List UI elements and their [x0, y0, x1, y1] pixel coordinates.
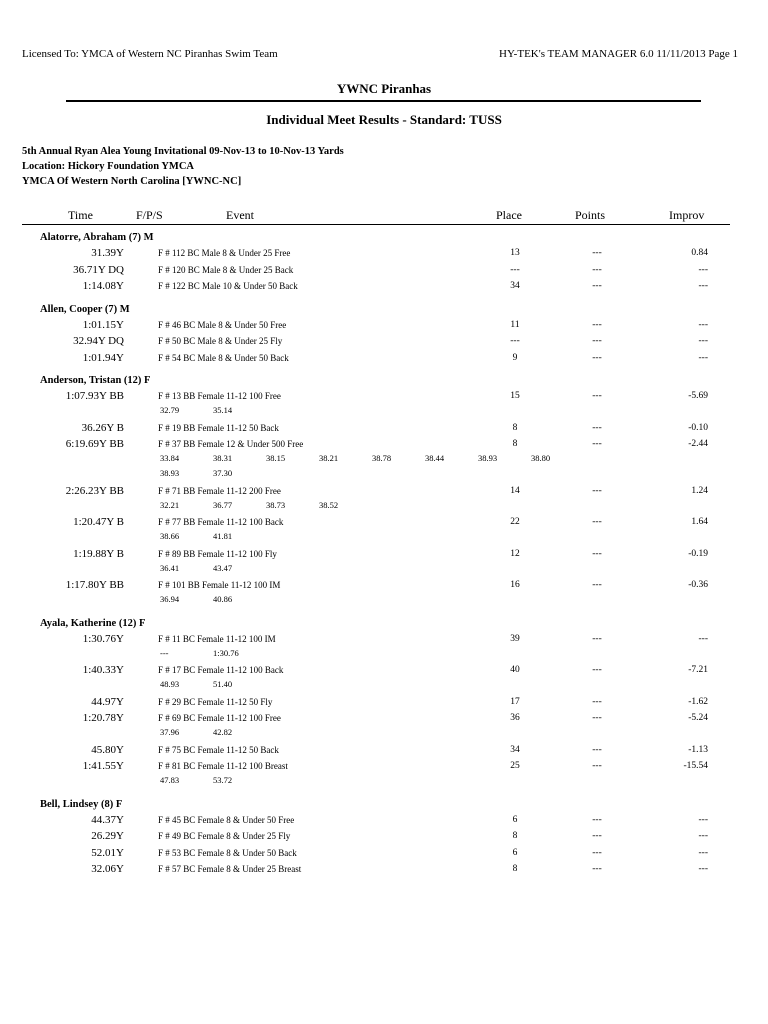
result-place: 25 — [510, 761, 520, 771]
split-time: 38.52 — [319, 499, 339, 510]
result-place: 36 — [510, 713, 520, 723]
result-time: 2:26.23Y BB — [65, 484, 124, 497]
result-event: F # 122 BC Male 10 & Under 50 Back — [158, 281, 298, 291]
split-time: 38.21 — [319, 453, 339, 463]
split-time: 37.30 — [213, 468, 233, 478]
split-time: 36.77 — [213, 499, 233, 510]
result-points: --- — [592, 281, 602, 291]
col-place-header: Place — [496, 208, 522, 222]
result-improv: 1.64 — [691, 517, 708, 527]
result-points: --- — [592, 319, 602, 330]
split-time: 36.41 — [160, 562, 180, 573]
split-time: 1:30.76 — [213, 647, 239, 658]
result-place: 9 — [512, 352, 518, 363]
result-place: 11 — [510, 319, 520, 330]
split-time: 35.14 — [213, 405, 233, 415]
result-time: 1:01.15Y — [82, 318, 124, 331]
result-points: --- — [592, 665, 602, 675]
software-page-info: HY-TEK's TEAM MANAGER 6.0 11/11/2013 Page 1 — [499, 48, 738, 60]
result-improv: --- — [698, 319, 708, 330]
split-time: 38.15 — [266, 453, 286, 463]
result-improv: -0.10 — [688, 422, 708, 433]
result-event: F # 71 BB Female 11-12 200 Free — [158, 485, 281, 496]
result-event: F # 112 BC Male 8 & Under 25 Free — [158, 248, 291, 258]
result-points: --- — [592, 713, 602, 723]
split-time: 53.72 — [213, 775, 233, 785]
result-improv: --- — [698, 281, 708, 291]
result-improv: -0.19 — [688, 548, 708, 559]
result-place: 17 — [510, 696, 520, 707]
meet-team: YMCA Of Western North Carolina [YWNC-NC] — [22, 176, 242, 187]
result-points: --- — [592, 761, 602, 771]
result-time: 44.97Y — [91, 695, 124, 708]
result-improv: --- — [698, 336, 708, 346]
split-time: 38.73 — [266, 499, 286, 510]
split-time: --- — [160, 647, 169, 658]
result-time: 26.29Y — [91, 830, 124, 842]
result-improv: --- — [698, 814, 708, 825]
split-time: 51.40 — [213, 679, 233, 689]
result-improv: -5.24 — [688, 713, 708, 723]
result-points: --- — [592, 548, 602, 559]
title-rule — [66, 100, 701, 102]
result-improv: --- — [698, 633, 708, 644]
meet-location: Location: Hickory Foundation YMCA — [22, 161, 194, 172]
result-points: --- — [592, 422, 602, 433]
result-place: 6 — [512, 814, 518, 825]
result-place: --- — [510, 264, 520, 275]
result-place: 6 — [512, 847, 518, 858]
result-event: F # 89 BB Female 11-12 100 Fly — [158, 548, 277, 559]
result-improv: -1.62 — [688, 696, 708, 707]
result-event: F # 19 BB Female 11-12 50 Back — [158, 422, 279, 433]
result-improv: --- — [698, 352, 708, 363]
result-time: 31.39Y — [91, 247, 124, 259]
result-time: 36.71Y DQ — [73, 263, 124, 276]
result-event: F # 50 BC Male 8 & Under 25 Fly — [158, 336, 283, 346]
result-event: F # 29 BC Female 11-12 50 Fly — [158, 696, 273, 707]
split-time: 43.47 — [213, 562, 233, 573]
result-time: 45.80Y — [91, 743, 124, 756]
split-time: 40.86 — [213, 594, 233, 604]
split-time: 38.80 — [531, 453, 551, 463]
result-place: 8 — [512, 864, 518, 874]
col-points-header: Points — [575, 208, 606, 222]
license-text: Licensed To: YMCA of Western NC Piranhas Swim Team — [22, 48, 278, 60]
result-time: 1:30.76Y — [82, 632, 124, 645]
result-time: 1:07.93Y BB — [65, 390, 124, 402]
result-improv: --- — [698, 831, 708, 841]
split-time: 33.84 — [160, 453, 180, 463]
result-time: 1:41.55Y — [82, 760, 124, 772]
split-time: 36.94 — [160, 594, 180, 604]
result-event: F # 75 BC Female 11-12 50 Back — [158, 744, 279, 755]
result-event: F # 45 BC Female 8 & Under 50 Free — [158, 814, 295, 825]
result-time: 36.26Y B — [81, 421, 124, 434]
meet-name: 5th Annual Ryan Alea Young Invitational 09-Nov-13 to 10-Nov-13 Yards — [22, 146, 344, 157]
split-time: 38.78 — [372, 453, 392, 463]
result-place: 16 — [510, 580, 520, 590]
header-rule — [22, 224, 730, 225]
result-place: 40 — [510, 665, 520, 675]
split-time: 41.81 — [213, 531, 233, 541]
split-time: 38.31 — [213, 453, 233, 463]
result-event: F # 101 BB Female 11-12 100 IM — [158, 580, 281, 590]
col-time-header: Time — [68, 208, 93, 222]
result-points: --- — [592, 336, 602, 346]
result-time: 1:17.80Y BB — [65, 579, 124, 591]
result-points: --- — [592, 352, 602, 363]
result-place: 12 — [510, 548, 520, 559]
swimmer-name: Allen, Cooper (7) M — [40, 303, 130, 315]
split-time: 38.93 — [160, 468, 180, 478]
result-time: 6:19.69Y BB — [65, 438, 124, 450]
result-points: --- — [592, 633, 602, 644]
result-improv: 0.84 — [691, 248, 708, 258]
result-improv: -15.54 — [683, 761, 708, 771]
result-event: F # 77 BB Female 11-12 100 Back — [158, 517, 284, 527]
result-improv: -5.69 — [688, 391, 708, 401]
result-time: 1:14.08Y — [82, 280, 124, 292]
result-points: --- — [592, 391, 602, 401]
result-points: --- — [592, 814, 602, 825]
split-time: 37.96 — [160, 727, 180, 737]
result-points: --- — [592, 264, 602, 275]
result-improv: -7.21 — [688, 665, 708, 675]
result-time: 1:19.88Y B — [73, 547, 124, 560]
result-place: 39 — [510, 633, 520, 644]
result-place: 8 — [512, 422, 518, 433]
col-fps-header: F/P/S — [136, 208, 163, 222]
result-event: F # 49 BC Female 8 & Under 25 Fly — [158, 831, 291, 841]
result-improv: -1.13 — [688, 744, 708, 755]
result-improv: --- — [698, 864, 708, 874]
result-points: --- — [592, 744, 602, 755]
report-subtitle: Individual Meet Results - Standard: TUSS — [266, 112, 502, 127]
report-title: YWNC Piranhas — [336, 81, 432, 96]
split-time: 42.82 — [213, 727, 233, 737]
result-event: F # 54 BC Male 8 & Under 50 Back — [158, 352, 289, 363]
result-event: F # 69 BC Female 11-12 100 Free — [158, 713, 281, 723]
result-improv: -0.36 — [688, 580, 708, 590]
result-event: F # 53 BC Female 8 & Under 50 Back — [158, 847, 297, 858]
result-place: 13 — [510, 248, 520, 258]
swimmer-name: Alatorre, Abraham (7) M — [40, 232, 154, 243]
result-time: 1:40.33Y — [82, 664, 124, 676]
split-time: 38.66 — [160, 531, 180, 541]
result-points: --- — [592, 580, 602, 590]
result-points: --- — [592, 517, 602, 527]
result-time: 52.01Y — [91, 846, 124, 859]
split-time: 38.93 — [478, 453, 498, 463]
result-improv: -2.44 — [688, 439, 708, 449]
result-points: --- — [592, 847, 602, 858]
result-event: F # 81 BC Female 11-12 100 Breast — [158, 761, 288, 771]
result-time: 32.94Y DQ — [73, 335, 124, 347]
result-points: --- — [592, 696, 602, 707]
swimmer-name: Ayala, Katherine (12) F — [40, 617, 146, 629]
result-place: --- — [510, 336, 520, 346]
result-place: 14 — [510, 485, 520, 496]
split-time: 38.44 — [425, 453, 445, 463]
result-points: --- — [592, 485, 602, 496]
result-event: F # 120 BC Male 8 & Under 25 Back — [158, 264, 294, 275]
result-event: F # 11 BC Female 11-12 100 IM — [158, 633, 276, 644]
result-improv: 1.24 — [691, 485, 708, 496]
col-event-header: Event — [226, 208, 254, 222]
result-event: F # 13 BB Female 11-12 100 Free — [158, 391, 281, 401]
result-time: 32.06Y — [91, 863, 124, 875]
split-time: 32.79 — [160, 405, 180, 415]
result-place: 15 — [510, 391, 520, 401]
result-event: F # 17 BC Female 11-12 100 Back — [158, 665, 284, 675]
result-time: 44.37Y — [91, 813, 124, 826]
result-place: 34 — [510, 281, 520, 291]
result-points: --- — [592, 248, 602, 258]
split-time: 47.83 — [160, 775, 180, 785]
swimmer-name: Anderson, Tristan (12) F — [40, 375, 151, 386]
result-points: --- — [592, 439, 602, 449]
result-points: --- — [592, 831, 602, 841]
result-time: 1:01.94Y — [82, 351, 124, 364]
split-time: 48.93 — [160, 679, 180, 689]
result-improv: --- — [698, 264, 708, 275]
result-improv: --- — [698, 847, 708, 858]
result-event: F # 46 BC Male 8 & Under 50 Free — [158, 319, 287, 330]
result-event: F # 57 BC Female 8 & Under 25 Breast — [158, 864, 302, 874]
col-improv-header: Improv — [669, 208, 705, 222]
swimmer-name: Bell, Lindsey (8) F — [40, 798, 123, 810]
result-place: 8 — [512, 439, 518, 449]
result-time: 1:20.47Y B — [73, 516, 124, 528]
result-place: 22 — [510, 517, 520, 527]
result-time: 1:20.78Y — [82, 712, 124, 724]
result-event: F # 37 BB Female 12 & Under 500 Free — [158, 439, 304, 449]
result-place: 8 — [512, 831, 518, 841]
split-time: 32.21 — [160, 499, 180, 510]
result-place: 34 — [510, 744, 520, 755]
result-points: --- — [592, 864, 602, 874]
